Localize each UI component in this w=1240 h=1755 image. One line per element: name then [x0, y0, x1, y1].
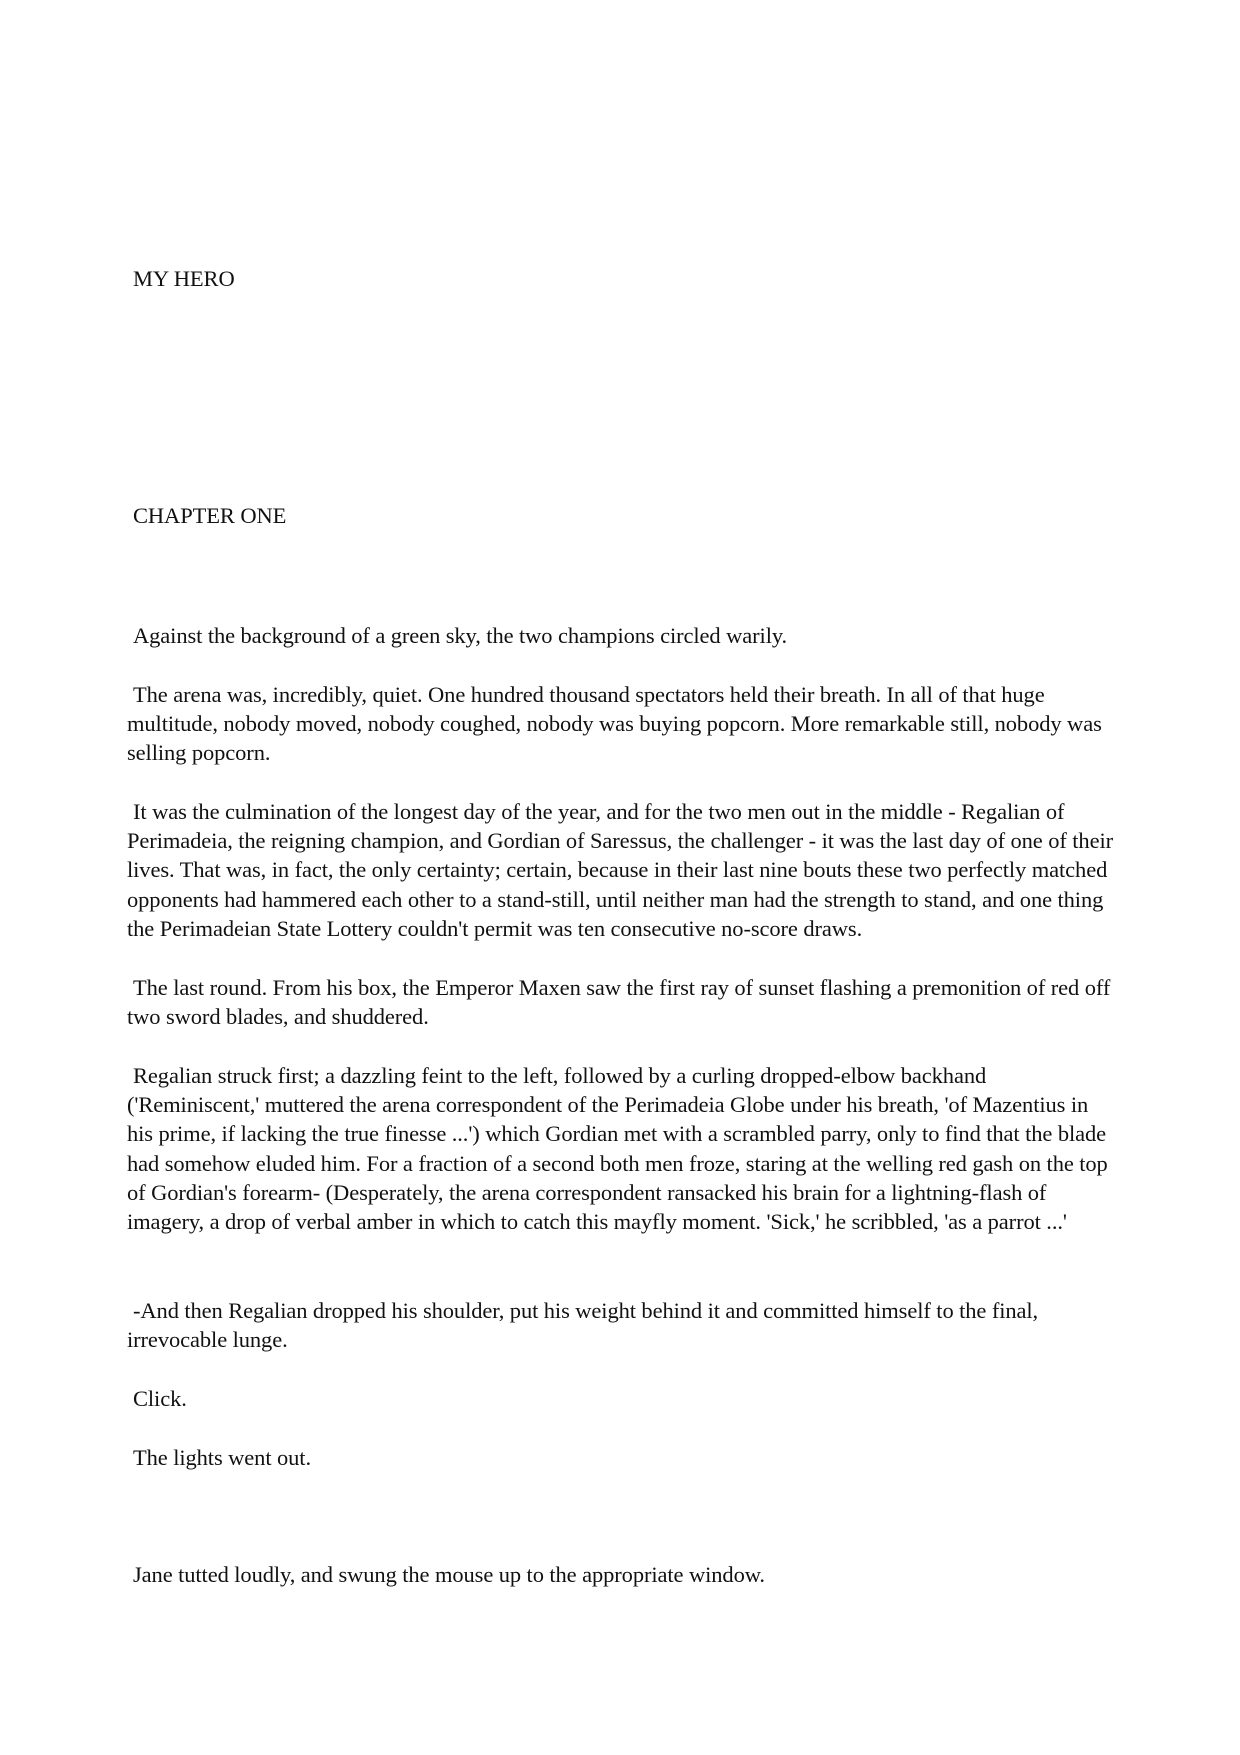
paragraph: Jane tutted loudly, and swung the mouse up to the appropriate window.: [133, 1562, 765, 1587]
paragraph: It was the culmination of the longest day of the year, and for the two men out in the middle - Regalian of Perimadeia, the reigning champion, and Gordian of Saressus, the challenger - it was the last day of one of their lives. That was, in fact, the only certainty; certain, because in their last nine bouts these two perfectly matched opponents had hammered each other to a stand-still, until neither man had the strength to stand, and one thing the Perimadeian State Lottery couldn't permit was ten consecutive no-score draws.: [127, 799, 1113, 941]
paragraph: The arena was, incredibly, quiet. One hundred thousand spectators held their breath. In all of that huge multitude, nobody moved, nobody coughed, nobody was buying popcorn. More remarkable still, nobody was selling popcorn.: [127, 682, 1102, 766]
chapter-heading: CHAPTER ONE: [133, 503, 287, 528]
paragraph: -And then Regalian dropped his shoulder, put his weight behind it and committed himself to the final, irrevocable lunge.: [127, 1298, 1039, 1353]
document-title: MY HERO: [133, 266, 235, 291]
paragraph: Against the background of a green sky, the two champions circled warily.: [133, 623, 788, 648]
paragraph: Regalian struck first; a dazzling feint to the left, followed by a curling dropped-elbow backhand ('Reminiscent,' muttered the arena correspondent of the Perimadeia Globe under his breath, 'of Mazentius in his prime, if lacking the true finesse ...') which Gordian met with a scrambled parry, only to find that the blade had somehow eluded him. For a fraction of a second both men froze, staring at the welling red gash on the top of Gordian's forearm- (Desperately, the arena correspondent ransacked his brain for a lightning-flash of imagery, a drop of verbal amber in which to catch this mayfly moment. 'Sick,' he scribbled, 'as a parrot ...': [127, 1063, 1108, 1235]
paragraph: Click.: [133, 1386, 187, 1411]
paragraph: The lights went out.: [133, 1445, 311, 1470]
paragraph: The last round. From his box, the Emperor Maxen saw the first ray of sunset flashing a premonition of red off two sword blades, and shuddered.: [127, 975, 1111, 1030]
